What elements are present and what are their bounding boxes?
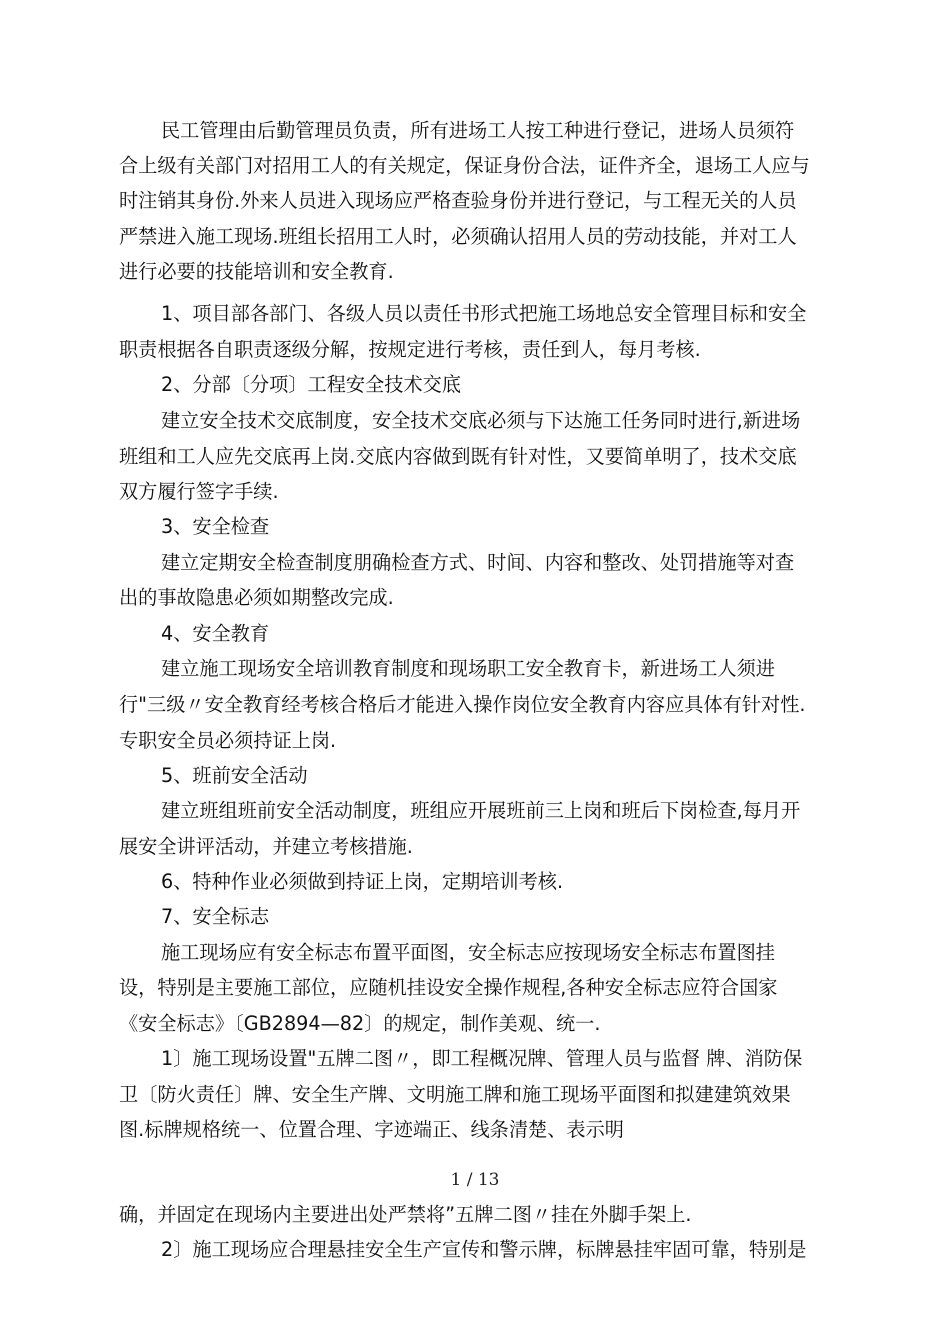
text-line: 4、安全教育 bbox=[161, 622, 270, 645]
text-line: 严禁进入施工现场.班组长招用工人时，必须确认招用人员的劳动技能，并对工人 bbox=[119, 225, 797, 248]
text-line: 卫〔防火责任〕牌、安全生产牌、文明施工牌和施工现场平面图和拟建建筑效果 bbox=[119, 1083, 791, 1106]
text-line: 双方履行签字手续. bbox=[119, 480, 279, 503]
text-line: 合上级有关部门对招用工人的有关规定，保证身份合法，证件齐全，退场工人应与 bbox=[119, 154, 810, 177]
text-line: 专职安全员必须持证上岗. bbox=[119, 729, 337, 752]
text-line: 施工现场应有安全标志布置平面图，安全标志应按现场安全标志布置图挂 bbox=[161, 941, 775, 964]
text-line: 3、安全检查 bbox=[161, 515, 270, 538]
text-line: 建立施工现场安全培训教育制度和现场职工安全教育卡，新进场工人须进 bbox=[161, 657, 775, 680]
text-line: 展安全讲评活动，并建立考核措施. bbox=[119, 835, 413, 858]
text-line: 设，特别是主要施工部位，应随机挂设安全操作规程,各种安全标志应符合国家 bbox=[119, 976, 778, 999]
text-line: 6、特种作业必须做到持证上岗，定期培训考核. bbox=[161, 870, 564, 893]
text-line: 时注销其身份.外来人员进入现场应严格查验身份并进行登记，与工程无关的人员 bbox=[119, 189, 797, 212]
text-line: 建立安全技术交底制度，安全技术交底必须与下达施工任务同时进行,新进场 bbox=[161, 409, 801, 432]
text-line: 建立班组班前安全活动制度，班组应开展班前三上岗和班后下岗检查,每月开 bbox=[161, 799, 801, 822]
text-line: 2、分部〔分项〕工程安全技术交底 bbox=[161, 373, 462, 396]
text-line: 1、项目部各部门、各级人员以责任书形式把施工场地总安全管理目标和安全 bbox=[161, 302, 807, 325]
text-line: 建立定期安全检查制度朋确检查方式、时间、内容和整改、处罚措施等对查 bbox=[161, 551, 795, 574]
text-line: 确，并固定在现场内主要进出处严禁将”五牌二图〃挂在外脚手架上. bbox=[119, 1203, 692, 1226]
text-line: 民工管理由后勤管理员负责，所有进场工人按工种进行登记，进场人员须符 bbox=[161, 119, 795, 142]
text-line: 进行必要的技能培训和安全教育. bbox=[119, 260, 394, 283]
text-line: 《安全标志》〔GB2894—82〕的规定，制作美观、统一. bbox=[119, 1012, 601, 1035]
page-number: 1 / 13 bbox=[450, 1170, 500, 1190]
text-line: 1〕施工现场设置"五牌二图〃，即工程概况牌、管理人员与监督 牌、消防保 bbox=[161, 1047, 803, 1070]
text-line: 5、班前安全活动 bbox=[161, 764, 308, 787]
text-line: 7、安全标志 bbox=[161, 905, 270, 928]
text-line: 图.标牌规格统一、位置合理、字迹端正、线条清楚、表示明 bbox=[119, 1118, 624, 1141]
text-line: 行"三级〃安全教育经考核合格后才能进入操作岗位安全教育内容应具体有针对性. bbox=[119, 693, 806, 716]
text-line: 2〕施工现场应合理悬挂安全生产宣传和警示牌，标牌悬挂牢固可靠，特别是 bbox=[161, 1238, 807, 1261]
text-line: 班组和工人应先交底再上岗.交底内容做到既有针对性，又要简单明了，技术交底 bbox=[119, 445, 797, 468]
text-line: 出的事故隐患必须如期整改完成. bbox=[119, 586, 394, 609]
text-line: 职责根据各自职责逐级分解，按规定进行考核，责任到人，每月考核. bbox=[119, 338, 701, 361]
